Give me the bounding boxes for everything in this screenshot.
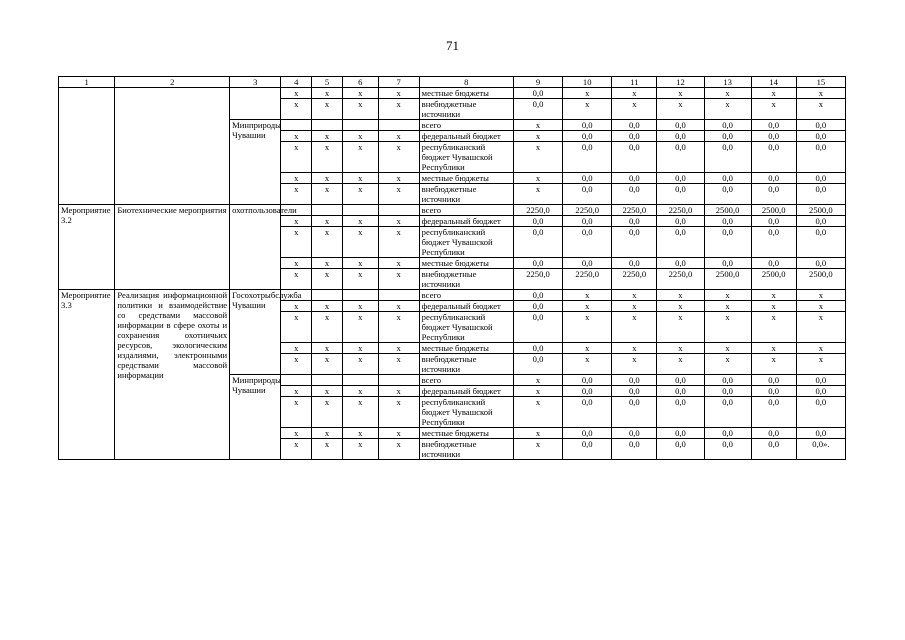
- classification-code: x: [378, 312, 419, 343]
- classification-code: x: [281, 439, 312, 460]
- funding-value: x: [751, 312, 796, 343]
- funding-value: 0,0: [513, 354, 562, 375]
- classification-code: x: [281, 301, 312, 312]
- funding-source: всего: [419, 375, 513, 386]
- classification-code: [312, 290, 343, 301]
- funding-source: всего: [419, 120, 513, 131]
- table-row: [59, 290, 846, 301]
- classification-code: x: [378, 184, 419, 205]
- funding-value: x: [563, 354, 612, 375]
- funding-value: x: [657, 343, 704, 354]
- measure-code: Мероприятие 3.2: [59, 205, 115, 290]
- classification-code: x: [378, 131, 419, 142]
- funding-value: 0,0: [796, 428, 845, 439]
- funding-value: 0,0: [612, 131, 657, 142]
- funding-value: x: [704, 290, 751, 301]
- classification-code: x: [281, 354, 312, 375]
- classification-code: x: [281, 397, 312, 428]
- funding-value: 0,0: [704, 375, 751, 386]
- funding-value: x: [612, 301, 657, 312]
- funding-value: 2500,0: [704, 205, 751, 216]
- funding-value: x: [751, 290, 796, 301]
- funding-value: 2250,0: [657, 205, 704, 216]
- funding-value: 0,0: [513, 343, 562, 354]
- classification-code: x: [378, 142, 419, 173]
- classification-code: [312, 120, 343, 131]
- column-header: 15: [796, 77, 845, 88]
- funding-source: местные бюджеты: [419, 343, 513, 354]
- funding-value: x: [612, 354, 657, 375]
- funding-value: x: [704, 99, 751, 120]
- funding-value: 0,0: [657, 227, 704, 258]
- responsible-executor: охотпользователи: [230, 205, 281, 290]
- funding-value: 0,0: [563, 227, 612, 258]
- classification-code: x: [342, 227, 378, 258]
- funding-value: 0,0: [657, 428, 704, 439]
- classification-code: x: [378, 99, 419, 120]
- funding-value: 0,0: [513, 99, 562, 120]
- funding-value: x: [513, 428, 562, 439]
- funding-value: x: [612, 343, 657, 354]
- funding-value: x: [513, 120, 562, 131]
- funding-value: 0,0: [751, 386, 796, 397]
- funding-value: 2250,0: [513, 269, 562, 290]
- classification-code: x: [378, 227, 419, 258]
- classification-code: [378, 120, 419, 131]
- measure-title: [115, 88, 230, 205]
- page-number: 71: [446, 38, 459, 53]
- funding-value: x: [612, 99, 657, 120]
- classification-code: x: [312, 354, 343, 375]
- classification-code: x: [378, 258, 419, 269]
- funding-value: x: [751, 343, 796, 354]
- funding-value: x: [796, 99, 845, 120]
- column-header: 11: [612, 77, 657, 88]
- funding-value: 2250,0: [612, 205, 657, 216]
- funding-value: 0,0: [657, 142, 704, 173]
- column-header: 9: [513, 77, 562, 88]
- funding-value: 2500,0: [751, 269, 796, 290]
- funding-value: x: [513, 184, 562, 205]
- classification-code: x: [342, 428, 378, 439]
- classification-code: x: [378, 216, 419, 227]
- funding-source: местные бюджеты: [419, 88, 513, 99]
- classification-code: x: [342, 216, 378, 227]
- responsible-executor: Минприроды Чувашии: [230, 375, 281, 460]
- funding-value: 0,0: [796, 142, 845, 173]
- funding-value: 0,0».: [796, 439, 845, 460]
- funding-value: x: [796, 301, 845, 312]
- funding-value: x: [612, 88, 657, 99]
- classification-code: x: [342, 301, 378, 312]
- funding-value: 0,0: [513, 258, 562, 269]
- classification-code: x: [378, 439, 419, 460]
- measure-title: Биотехнические мероприятия: [115, 205, 230, 290]
- classification-code: [342, 290, 378, 301]
- funding-value: 0,0: [657, 131, 704, 142]
- funding-source: республиканский бюджет Чувашской Республики: [419, 312, 513, 343]
- column-header: 1: [59, 77, 115, 88]
- funding-source: внебюджетные источники: [419, 269, 513, 290]
- funding-value: 0,0: [796, 397, 845, 428]
- funding-value: 0,0: [563, 375, 612, 386]
- classification-code: x: [342, 131, 378, 142]
- classification-code: x: [342, 312, 378, 343]
- responsible-executor: Госохотрыбслужба Чувашии: [230, 290, 281, 375]
- funding-value: 0,0: [751, 142, 796, 173]
- classification-code: x: [378, 88, 419, 99]
- funding-value: 0,0: [751, 173, 796, 184]
- funding-value: 0,0: [563, 120, 612, 131]
- classification-code: [378, 290, 419, 301]
- funding-source: федеральный бюджет: [419, 131, 513, 142]
- classification-code: x: [342, 142, 378, 173]
- funding-source: местные бюджеты: [419, 173, 513, 184]
- responsible-executor: Минприроды Чувашии: [230, 120, 281, 205]
- column-header: 13: [704, 77, 751, 88]
- funding-value: 0,0: [704, 258, 751, 269]
- classification-code: x: [281, 142, 312, 173]
- measure-code: Мероприятие 3.3: [59, 290, 115, 460]
- classification-code: x: [378, 301, 419, 312]
- funding-value: 2250,0: [513, 205, 562, 216]
- funding-value: 0,0: [704, 173, 751, 184]
- funding-value: 0,0: [796, 120, 845, 131]
- funding-value: x: [657, 354, 704, 375]
- funding-value: 0,0: [563, 428, 612, 439]
- classification-code: x: [378, 269, 419, 290]
- funding-value: 2250,0: [563, 205, 612, 216]
- funding-value: 0,0: [657, 386, 704, 397]
- classification-code: [378, 375, 419, 386]
- funding-value: 0,0: [751, 258, 796, 269]
- classification-code: [342, 375, 378, 386]
- funding-value: 0,0: [563, 386, 612, 397]
- classification-code: [342, 120, 378, 131]
- classification-code: x: [281, 343, 312, 354]
- column-header: 3: [230, 77, 281, 88]
- funding-value: x: [612, 290, 657, 301]
- classification-code: x: [378, 343, 419, 354]
- funding-value: 0,0: [751, 227, 796, 258]
- funding-value: 0,0: [612, 227, 657, 258]
- funding-value: 0,0: [657, 258, 704, 269]
- funding-value: 0,0: [704, 142, 751, 173]
- budget-table: [58, 76, 846, 460]
- classification-code: x: [312, 258, 343, 269]
- funding-value: 0,0: [612, 258, 657, 269]
- funding-value: x: [751, 354, 796, 375]
- funding-value: 0,0: [513, 88, 562, 99]
- funding-value: x: [513, 375, 562, 386]
- classification-code: x: [312, 397, 343, 428]
- funding-value: x: [612, 312, 657, 343]
- table-row: [59, 205, 846, 216]
- funding-value: 0,0: [657, 216, 704, 227]
- funding-value: 0,0: [704, 386, 751, 397]
- funding-value: 2500,0: [704, 269, 751, 290]
- funding-value: 0,0: [796, 184, 845, 205]
- funding-value: x: [796, 312, 845, 343]
- funding-value: 2250,0: [657, 269, 704, 290]
- column-header: 12: [657, 77, 704, 88]
- funding-value: 0,0: [612, 142, 657, 173]
- funding-value: x: [513, 397, 562, 428]
- classification-code: x: [342, 184, 378, 205]
- funding-value: 0,0: [796, 386, 845, 397]
- funding-value: 0,0: [751, 216, 796, 227]
- funding-value: 2500,0: [751, 205, 796, 216]
- classification-code: x: [312, 386, 343, 397]
- funding-value: 0,0: [796, 258, 845, 269]
- funding-value: 0,0: [612, 216, 657, 227]
- classification-code: x: [342, 354, 378, 375]
- classification-code: x: [312, 173, 343, 184]
- funding-value: x: [657, 301, 704, 312]
- funding-value: x: [657, 88, 704, 99]
- classification-code: x: [281, 216, 312, 227]
- classification-code: x: [312, 88, 343, 99]
- funding-value: 0,0: [612, 375, 657, 386]
- funding-value: x: [657, 99, 704, 120]
- funding-value: x: [751, 301, 796, 312]
- classification-code: x: [342, 99, 378, 120]
- funding-value: 0,0: [704, 439, 751, 460]
- measure-title: Реализация информационной политики и взаимодействие со средствами массовой информации в сфере охоты и сохранения охотничьих ресурсов, экологическим издалиями, электронными средствами массовой информации: [115, 290, 230, 460]
- funding-value: 0,0: [513, 227, 562, 258]
- classification-code: x: [342, 439, 378, 460]
- funding-source: федеральный бюджет: [419, 301, 513, 312]
- funding-source: республиканский бюджет Чувашской Республики: [419, 142, 513, 173]
- funding-value: 2500,0: [796, 205, 845, 216]
- funding-value: x: [704, 354, 751, 375]
- classification-code: x: [342, 269, 378, 290]
- classification-code: x: [281, 131, 312, 142]
- funding-value: x: [796, 354, 845, 375]
- funding-value: 2250,0: [563, 269, 612, 290]
- funding-value: x: [513, 439, 562, 460]
- funding-value: x: [563, 343, 612, 354]
- column-header: 2: [115, 77, 230, 88]
- funding-value: 0,0: [612, 120, 657, 131]
- table-body: [59, 88, 846, 460]
- classification-code: x: [342, 386, 378, 397]
- funding-source: республиканский бюджет Чувашской Республики: [419, 397, 513, 428]
- classification-code: [312, 375, 343, 386]
- classification-code: x: [281, 386, 312, 397]
- funding-value: 0,0: [612, 184, 657, 205]
- classification-code: x: [312, 343, 343, 354]
- classification-code: x: [312, 99, 343, 120]
- funding-value: 0,0: [612, 397, 657, 428]
- funding-source: всего: [419, 290, 513, 301]
- funding-value: 0,0: [657, 375, 704, 386]
- funding-value: 0,0: [563, 184, 612, 205]
- classification-code: x: [312, 184, 343, 205]
- classification-code: x: [342, 173, 378, 184]
- table-header: [59, 77, 846, 88]
- responsible-executor: [230, 88, 281, 120]
- funding-value: 0,0: [751, 131, 796, 142]
- funding-value: 0,0: [657, 184, 704, 205]
- funding-value: x: [513, 131, 562, 142]
- funding-value: x: [513, 386, 562, 397]
- classification-code: x: [281, 173, 312, 184]
- funding-value: 0,0: [751, 439, 796, 460]
- measure-code: [59, 88, 115, 205]
- funding-source: внебюджетные источники: [419, 184, 513, 205]
- funding-value: x: [563, 99, 612, 120]
- classification-code: x: [281, 88, 312, 99]
- funding-value: 0,0: [751, 428, 796, 439]
- classification-code: x: [312, 216, 343, 227]
- funding-source: местные бюджеты: [419, 428, 513, 439]
- funding-value: 0,0: [751, 397, 796, 428]
- funding-value: 0,0: [612, 386, 657, 397]
- classification-code: [312, 205, 343, 216]
- funding-value: x: [563, 301, 612, 312]
- classification-code: x: [312, 301, 343, 312]
- classification-code: x: [312, 142, 343, 173]
- funding-value: 2250,0: [612, 269, 657, 290]
- funding-value: x: [704, 343, 751, 354]
- column-header: 6: [342, 77, 378, 88]
- funding-value: 0,0: [796, 375, 845, 386]
- funding-value: 0,0: [513, 216, 562, 227]
- column-header: 5: [312, 77, 343, 88]
- funding-value: 0,0: [657, 120, 704, 131]
- funding-source: внебюджетные источники: [419, 439, 513, 460]
- funding-value: 0,0: [612, 439, 657, 460]
- classification-code: [281, 375, 312, 386]
- funding-value: x: [704, 312, 751, 343]
- funding-value: 0,0: [563, 131, 612, 142]
- classification-code: x: [342, 343, 378, 354]
- classification-code: x: [378, 354, 419, 375]
- funding-value: 0,0: [513, 312, 562, 343]
- funding-value: 0,0: [612, 428, 657, 439]
- funding-source: федеральный бюджет: [419, 386, 513, 397]
- funding-value: x: [563, 290, 612, 301]
- funding-source: внебюджетные источники: [419, 354, 513, 375]
- classification-code: x: [312, 428, 343, 439]
- classification-code: x: [378, 428, 419, 439]
- funding-value: x: [563, 88, 612, 99]
- column-header: 14: [751, 77, 796, 88]
- classification-code: x: [342, 258, 378, 269]
- classification-code: x: [281, 269, 312, 290]
- classification-code: x: [378, 386, 419, 397]
- funding-value: 0,0: [751, 184, 796, 205]
- funding-source: местные бюджеты: [419, 258, 513, 269]
- funding-value: x: [657, 312, 704, 343]
- funding-value: 0,0: [704, 216, 751, 227]
- funding-value: x: [751, 88, 796, 99]
- funding-value: 0,0: [657, 397, 704, 428]
- funding-value: x: [704, 301, 751, 312]
- funding-value: x: [657, 290, 704, 301]
- classification-code: x: [281, 227, 312, 258]
- classification-code: x: [312, 312, 343, 343]
- funding-value: 0,0: [751, 375, 796, 386]
- column-header: 7: [378, 77, 419, 88]
- classification-code: x: [378, 173, 419, 184]
- classification-code: x: [281, 258, 312, 269]
- funding-value: 0,0: [563, 439, 612, 460]
- funding-value: 0,0: [657, 173, 704, 184]
- funding-value: 0,0: [563, 258, 612, 269]
- classification-code: x: [281, 312, 312, 343]
- funding-value: 0,0: [563, 397, 612, 428]
- classification-code: x: [281, 99, 312, 120]
- classification-code: x: [342, 88, 378, 99]
- funding-value: 0,0: [704, 397, 751, 428]
- funding-value: x: [513, 173, 562, 184]
- column-header: 8: [419, 77, 513, 88]
- funding-value: 0,0: [796, 216, 845, 227]
- funding-value: 0,0: [563, 173, 612, 184]
- funding-source: внебюджетные источники: [419, 99, 513, 120]
- funding-value: 0,0: [751, 120, 796, 131]
- funding-value: 0,0: [704, 120, 751, 131]
- funding-value: 0,0: [704, 428, 751, 439]
- classification-code: x: [342, 397, 378, 428]
- funding-value: x: [796, 88, 845, 99]
- classification-code: [342, 205, 378, 216]
- classification-code: [378, 205, 419, 216]
- classification-code: x: [312, 439, 343, 460]
- classification-code: x: [378, 397, 419, 428]
- funding-value: x: [751, 99, 796, 120]
- funding-value: 0,0: [796, 173, 845, 184]
- funding-value: 0,0: [796, 227, 845, 258]
- classification-code: x: [312, 269, 343, 290]
- funding-value: 0,0: [704, 227, 751, 258]
- funding-source: всего: [419, 205, 513, 216]
- funding-value: 0,0: [657, 439, 704, 460]
- funding-value: x: [796, 290, 845, 301]
- classification-code: [281, 120, 312, 131]
- classification-code: x: [312, 227, 343, 258]
- funding-value: 0,0: [612, 173, 657, 184]
- funding-value: 0,0: [513, 301, 562, 312]
- funding-value: x: [796, 343, 845, 354]
- funding-value: 0,0: [563, 142, 612, 173]
- column-header: 10: [563, 77, 612, 88]
- funding-value: 0,0: [796, 131, 845, 142]
- funding-value: 0,0: [513, 290, 562, 301]
- funding-source: республиканский бюджет Чувашской Республики: [419, 227, 513, 258]
- classification-code: x: [281, 184, 312, 205]
- funding-value: 0,0: [563, 216, 612, 227]
- funding-source: федеральный бюджет: [419, 216, 513, 227]
- funding-value: x: [563, 312, 612, 343]
- table-row: [59, 88, 846, 99]
- header-row: [59, 77, 846, 88]
- funding-value: x: [513, 142, 562, 173]
- funding-value: 2500,0: [796, 269, 845, 290]
- column-header: 4: [281, 77, 312, 88]
- funding-value: x: [704, 88, 751, 99]
- classification-code: x: [281, 428, 312, 439]
- funding-value: 0,0: [704, 184, 751, 205]
- funding-value: 0,0: [704, 131, 751, 142]
- classification-code: x: [312, 131, 343, 142]
